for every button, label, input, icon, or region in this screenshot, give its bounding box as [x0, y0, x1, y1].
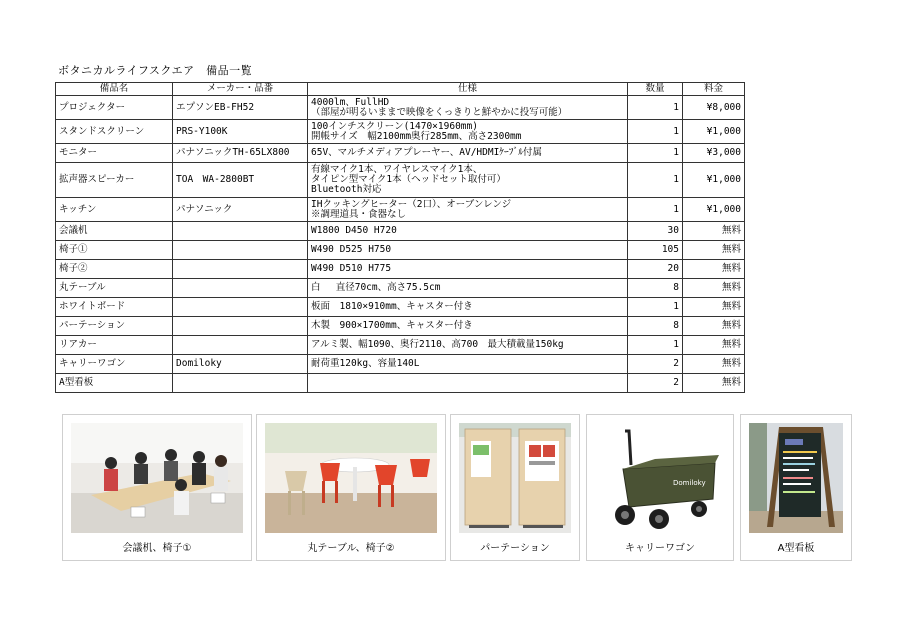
caption-meeting: 会議机、椅子① [122, 543, 192, 554]
spec-line: 木製 900×1700mm、キャスター付き [311, 320, 473, 331]
item-name-cell: A型看板 [56, 374, 173, 393]
maker-cell [173, 279, 308, 298]
spec-cell [308, 260, 628, 279]
fee-cell: ¥1,000 [683, 163, 745, 198]
spec-cell [308, 163, 628, 198]
item-name-cell: パーテーション [56, 317, 173, 336]
spec-line: 65V、マルチメディアプレーヤー、AV/HDMIｹｰﾌﾞﾙ付属 [311, 147, 543, 158]
item-name-cell: 丸テーブル [56, 279, 173, 298]
spec-line: 白 直径70cm、高さ75.5cm [311, 282, 441, 293]
caption-round-table: 丸テーブル、椅子② [307, 543, 395, 554]
meeting-photo [71, 423, 243, 533]
quantity-cell: 1 [628, 163, 683, 198]
maker-cell [173, 222, 308, 241]
spec-cell [308, 279, 628, 298]
item-name-cell: 椅子② [56, 260, 173, 279]
quantity-cell: 2 [628, 355, 683, 374]
table-row [56, 260, 745, 279]
item-name-cell: スタンドスクリーン [56, 120, 173, 144]
quantity-cell: 1 [628, 120, 683, 144]
item-name-cell: 会議机 [56, 222, 173, 241]
fee-cell: 無料 [683, 241, 745, 260]
quantity-cell: 2 [628, 374, 683, 393]
header-item-name: 備品名 [56, 83, 173, 96]
quantity-cell: 1 [628, 198, 683, 222]
table-row [56, 96, 745, 120]
fee-cell: ¥8,000 [683, 96, 745, 120]
header-spec: 仕様 [308, 83, 628, 96]
spec-cell [308, 317, 628, 336]
fee-cell: 無料 [683, 298, 745, 317]
fee-cell: 無料 [683, 260, 745, 279]
spec-cell [308, 120, 628, 144]
spec-cell [308, 298, 628, 317]
spec-cell [308, 336, 628, 355]
spec-line: 有線マイク1本、ワイヤレスマイク1本、 [311, 164, 483, 175]
table-row [56, 355, 745, 374]
photo-card-carry-wagon [586, 414, 734, 561]
item-name-cell: キャリーワゴン [56, 355, 173, 374]
photo-card-partition [450, 414, 580, 561]
item-name-cell: プロジェクター [56, 96, 173, 120]
item-name-cell: ホワイトボード [56, 298, 173, 317]
fee-cell: 無料 [683, 336, 745, 355]
item-name-cell: 椅子① [56, 241, 173, 260]
quantity-cell: 105 [628, 241, 683, 260]
header-maker: メーカー・品番 [173, 83, 308, 96]
spec-line: 板面 1810×910mm、キャスター付き [311, 301, 473, 312]
maker-cell [173, 336, 308, 355]
spec-line: W490 D525 H750 [311, 244, 392, 255]
quantity-cell: 1 [628, 336, 683, 355]
table-row [56, 317, 745, 336]
fee-cell: ¥1,000 [683, 198, 745, 222]
fee-cell: 無料 [683, 355, 745, 374]
fee-cell: 無料 [683, 279, 745, 298]
maker-cell: パナソニックTH-65LX800 [173, 144, 308, 163]
fee-cell: ¥1,000 [683, 120, 745, 144]
header-quantity: 数量 [628, 83, 683, 96]
quantity-cell: 1 [628, 298, 683, 317]
quantity-cell: 8 [628, 279, 683, 298]
quantity-cell: 8 [628, 317, 683, 336]
maker-cell [173, 317, 308, 336]
caption-a-board: A型看板 [777, 543, 815, 554]
maker-cell: Domiloky [173, 355, 308, 374]
round-table-photo [265, 423, 437, 533]
caption-partition: パーテーション [480, 543, 550, 554]
quantity-cell: 30 [628, 222, 683, 241]
table-row [56, 120, 745, 144]
fee-cell: 無料 [683, 374, 745, 393]
maker-cell [173, 260, 308, 279]
table-row [56, 241, 745, 260]
item-name-cell: 拡声器スピーカー [56, 163, 173, 198]
spec-line: 4000lm、FullHD [311, 96, 390, 108]
maker-cell: TOA WA-2800BT [173, 163, 308, 198]
table-row [56, 144, 745, 163]
fee-cell: 無料 [683, 317, 745, 336]
carry-wagon-photo [595, 423, 725, 533]
quantity-cell: 1 [628, 96, 683, 120]
spec-line: （部屋が明るいままで映像をくっきりと鮮やかに投写可能） [311, 106, 568, 118]
quantity-cell: 20 [628, 260, 683, 279]
spec-line: アルミ製、幅1090、奥行2110、高700 最大積載量150kg [311, 339, 564, 350]
spec-cell [308, 355, 628, 374]
table-row [56, 336, 745, 355]
spec-line: 開帳サイズ 幅2100mm奥行285mm、高さ2300mm [311, 130, 522, 142]
photo-card-meeting [62, 414, 252, 561]
header-fee: 料金 [683, 83, 745, 96]
photo-card-round-table [256, 414, 446, 561]
spec-line: 100インチスクリーン(1470×1960mm) [311, 120, 478, 132]
spec-line: W490 D510 H775 [311, 263, 392, 274]
item-name-cell: リアカー [56, 336, 173, 355]
maker-cell: PRS-Y100K [173, 120, 308, 144]
spec-cell [308, 96, 628, 120]
table-row [56, 279, 745, 298]
maker-cell: エプソンEB-FH52 [173, 96, 308, 120]
table-row [56, 374, 745, 393]
photo-strip [0, 414, 900, 564]
photo-card-a-board [740, 414, 852, 561]
a-board-photo [749, 423, 843, 533]
caption-carry-wagon: キャリーワゴン [625, 543, 695, 554]
item-name-cell: キッチン [56, 198, 173, 222]
table-header-row [56, 83, 745, 96]
spec-cell [308, 222, 628, 241]
fee-cell: ¥3,000 [683, 144, 745, 163]
spec-cell [308, 241, 628, 260]
spec-line: タイピン型マイク1本（ヘッドセット取付可） [311, 174, 506, 185]
quantity-cell: 1 [628, 144, 683, 163]
maker-cell: パナソニック [173, 198, 308, 222]
fee-cell: 無料 [683, 222, 745, 241]
partition-photo [459, 423, 571, 533]
equipment-table [55, 82, 745, 393]
table-row [56, 222, 745, 241]
spec-line: ※調理道具・食器なし [311, 208, 407, 220]
item-name-cell: モニター [56, 144, 173, 163]
spec-cell [308, 144, 628, 163]
wagon-brand-label: Domiloky [673, 479, 706, 487]
table-row [56, 163, 745, 198]
spec-cell [308, 198, 628, 222]
maker-cell [173, 298, 308, 317]
table-row [56, 198, 745, 222]
page-title: ボタニカルライフスクエア 備品一覧 [58, 64, 253, 77]
maker-cell [173, 241, 308, 260]
spec-line: IHクッキングヒーター（2口）、オーブンレンジ [311, 198, 512, 210]
spec-line: W1800 D450 H720 [311, 225, 397, 236]
table-body [56, 96, 745, 393]
maker-cell [173, 374, 308, 393]
table-row [56, 298, 745, 317]
spec-cell [308, 374, 628, 393]
spec-line: Bluetooth対応 [311, 184, 382, 195]
spec-line: 耐荷重120kg、容量140L [311, 358, 420, 369]
